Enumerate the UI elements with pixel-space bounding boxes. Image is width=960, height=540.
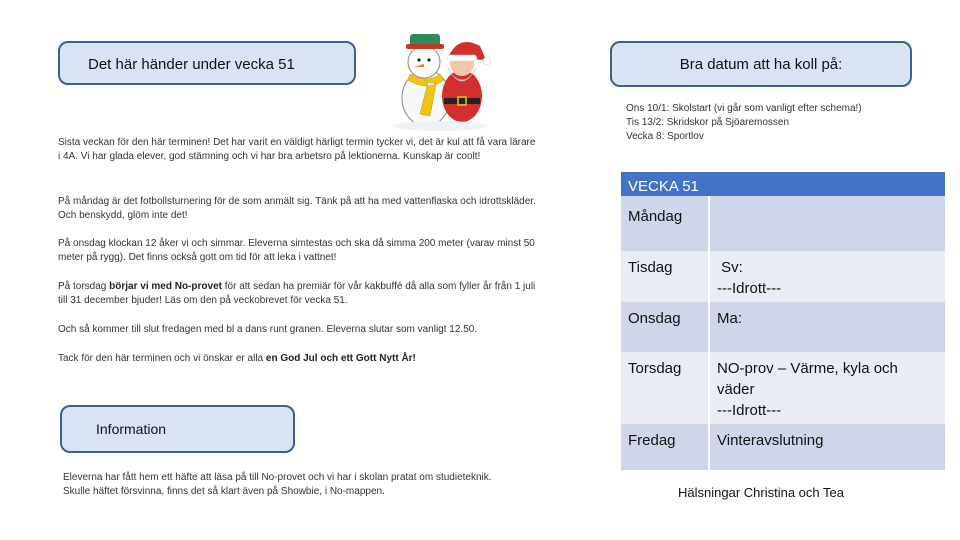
wednesday-details: Ma:	[709, 302, 945, 352]
santa-hat-pompom	[483, 57, 491, 65]
snowman-head	[408, 46, 440, 78]
signoff: Hälsningar Christina och Tea	[678, 485, 844, 500]
paragraph-friday: Och så kommer till slut fredagen med bl a dans runt granen. Eleverna slutar som vanligt 12.50.	[58, 324, 478, 335]
monday-details	[709, 196, 945, 251]
left-header-text: Det här händer under vecka 51	[88, 56, 295, 73]
right-header	[610, 41, 912, 87]
snowman-hat-band	[406, 44, 444, 49]
information-text: Eleverna har fått hem ett häfte att läsa på till No-provet och vi har i skolan pratat om studieteknik. Skulle häftet försvinna, finns det så klart även på Showbie, i No-mappen.	[63, 472, 492, 497]
information-header-text: Information	[96, 421, 167, 437]
santa-hat-trim	[447, 55, 477, 61]
snowman-santa-illustration	[384, 24, 496, 132]
day-monday: Måndag	[621, 196, 709, 251]
snowman-eye-right	[427, 58, 430, 61]
snowman-eye-left	[417, 58, 420, 61]
date-item: Tis 13/2: Skridskor på Sjöaremossen	[626, 117, 790, 128]
day-thursday: Torsdag	[621, 352, 709, 424]
tuesday-details: Sv: ---Idrott---	[709, 251, 945, 302]
paragraph-monday: På måndag är det fotbollsturnering för de som anmält sig. Tänk på att ha med vattenflaska och idrottskläder. Och benskydd, glöm inte det!	[58, 196, 536, 221]
date-item: Vecka 8: Sportlov	[626, 131, 704, 142]
information-header	[60, 405, 295, 453]
paragraph-intro: Sista veckan för den här terminen! Det har varit en väldigt härligt termin tycker vi, det är kul att få vara lärare i 4A. Vi har glada elever, god stämning och vi har bra arbetsro på lektionerna. Kunskap är coolt!	[58, 137, 536, 162]
friday-details: Vinteravslutning	[709, 424, 945, 470]
day-tuesday: Tisdag	[621, 251, 709, 302]
santa-body	[442, 70, 482, 122]
day-wednesday: Onsdag	[621, 302, 709, 352]
paragraph-wednesday: På onsdag klockan 12 åker vi och simmar. Eleverna simtestas och ska då simma 200 meter (varav minst 50 meter på rygg). Det finns också gott om tid för att leka i vattnet!	[58, 238, 535, 263]
important-dates	[626, 102, 862, 144]
date-item: Ons 10/1: Skolstart (vi går som vanligt efter schema!)	[626, 103, 862, 114]
paragraph-thursday: På torsdag börjar vi med No-provet för att sedan ha premiär för vår kakbuffé då alla som fyller år från 1 juli till 31 december bjuder! Läs om den på veckobrevet för vecka 51.	[58, 281, 536, 306]
left-header	[58, 41, 356, 85]
week-schedule-table	[621, 172, 945, 470]
thursday-details: NO-prov – Värme, kyla och väder ---Idrott---	[709, 352, 945, 424]
santa-belt	[444, 98, 480, 104]
day-friday: Fredag	[621, 424, 709, 470]
right-header-text: Bra datum att ha koll på:	[679, 56, 843, 73]
paragraph-thanks: Tack för den här terminen och vi önskar er alla en God Jul och ett Gott Nytt År!	[58, 353, 416, 364]
ground-snow	[392, 121, 488, 131]
week-table-header: VECKA 51	[621, 172, 945, 196]
